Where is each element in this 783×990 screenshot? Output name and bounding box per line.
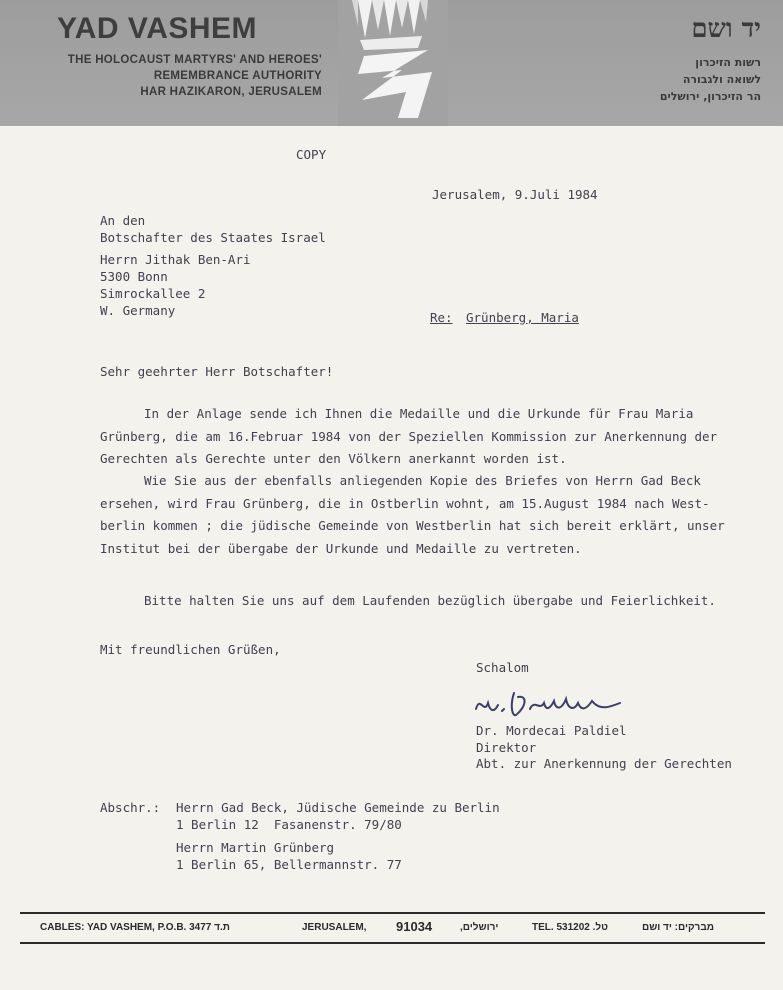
salutation: Sehr geehrter Herr Botschafter! xyxy=(100,364,334,379)
address-line: Herrn Jithak Ben-Ari xyxy=(100,252,251,267)
paragraph-1: In der Anlage sende ich Ihnen die Medaille und die Urkunde für Frau Maria Grünberg, die am 16.Februar 1984 von der Speziellen Kommission zur Anerkennung der Gerechten als Gerechte unter den Völkern anerkannt worden ist. xyxy=(100,406,718,466)
footer-zip: 91034 xyxy=(396,919,433,934)
org-line-hebrew-1: רשות הזיכרון xyxy=(695,56,761,69)
cc-line: 1 Berlin 65, Bellermannstr. 77 xyxy=(176,857,402,872)
footer-city-hebrew: ירושלים, xyxy=(460,922,499,933)
signer-name: Dr. Mordecai Paldiel xyxy=(476,723,627,738)
cc-line: 1 Berlin 12 Fasanenstr. 79/80 xyxy=(176,817,402,832)
address-line: W. Germany xyxy=(100,303,176,318)
org-line-hebrew-3: הר הזיכרון, ירושלים xyxy=(659,90,761,103)
address-line: Botschafter des Staates Israel xyxy=(100,230,326,245)
address-line: Simrockallee 2 xyxy=(100,286,206,301)
letterhead xyxy=(0,0,783,126)
org-line-3: HAR HAZIKARON, JERUSALEM xyxy=(140,86,322,98)
footer-cables-hebrew: מברקים: יד ושם xyxy=(642,922,714,933)
signer-title: Direktor xyxy=(476,740,537,755)
org-line-1: THE HOLOCAUST MARTYRS' AND HEROES' xyxy=(67,54,322,66)
footer-cables: CABLES: YAD VASHEM, P.O.B. 3477 ת.ד xyxy=(40,922,230,933)
org-name: YAD VASHEM xyxy=(57,12,258,45)
address-line: 5300 Bonn xyxy=(100,269,168,284)
org-line-hebrew-2: לשואה ולגבורה xyxy=(682,73,761,86)
re-subject: Grünberg, Maria xyxy=(466,310,579,325)
org-name-hebrew: יד ושם xyxy=(691,14,761,44)
yad-vashem-logo-icon xyxy=(338,0,448,126)
cc-line: Herrn Gad Beck, Jüdische Gemeinde zu Berlin xyxy=(176,800,500,815)
cc-label: Abschr.: xyxy=(100,800,161,815)
paragraph-2: Wie Sie aus der ebenfalls anliegenden Kopie des Briefes von Herrn Gad Beck ersehen, wird Frau Grünberg, die in Ostberlin wohnt, am 15.August 1984 nach West-berlin kommen ; die jüdische Gemeinde von Westberlin hat sich bereit erklärt, unser Institut bei der übergabe der Urkunde und Medaille zu vertreten. xyxy=(100,473,725,556)
footer-city: JERUSALEM, xyxy=(302,922,367,933)
cc-line: Herrn Martin Grünberg xyxy=(176,840,335,855)
schalom: Schalom xyxy=(476,660,529,675)
letter-date: Jerusalem, 9.Juli 1984 xyxy=(432,187,598,202)
footer-rule-top xyxy=(20,912,765,914)
closing: Mit freundlichen Grüßen, xyxy=(100,642,281,657)
footer-rule-bottom xyxy=(20,942,765,944)
address-line: An den xyxy=(100,213,146,228)
signature-icon xyxy=(470,685,640,725)
footer xyxy=(40,918,760,938)
org-line-2: REMEMBRANCE AUTHORITY xyxy=(153,70,322,82)
signer-department: Abt. zur Anerkennung der Gerechten xyxy=(476,756,732,771)
footer-tel: TEL. 531202 .טל xyxy=(532,922,608,933)
copy-mark: COPY xyxy=(296,147,327,162)
paragraph-3: Bitte halten Sie uns auf dem Laufenden bezüglich übergabe und Feierlichkeit. xyxy=(144,593,716,608)
re-label: Re: xyxy=(430,310,453,325)
